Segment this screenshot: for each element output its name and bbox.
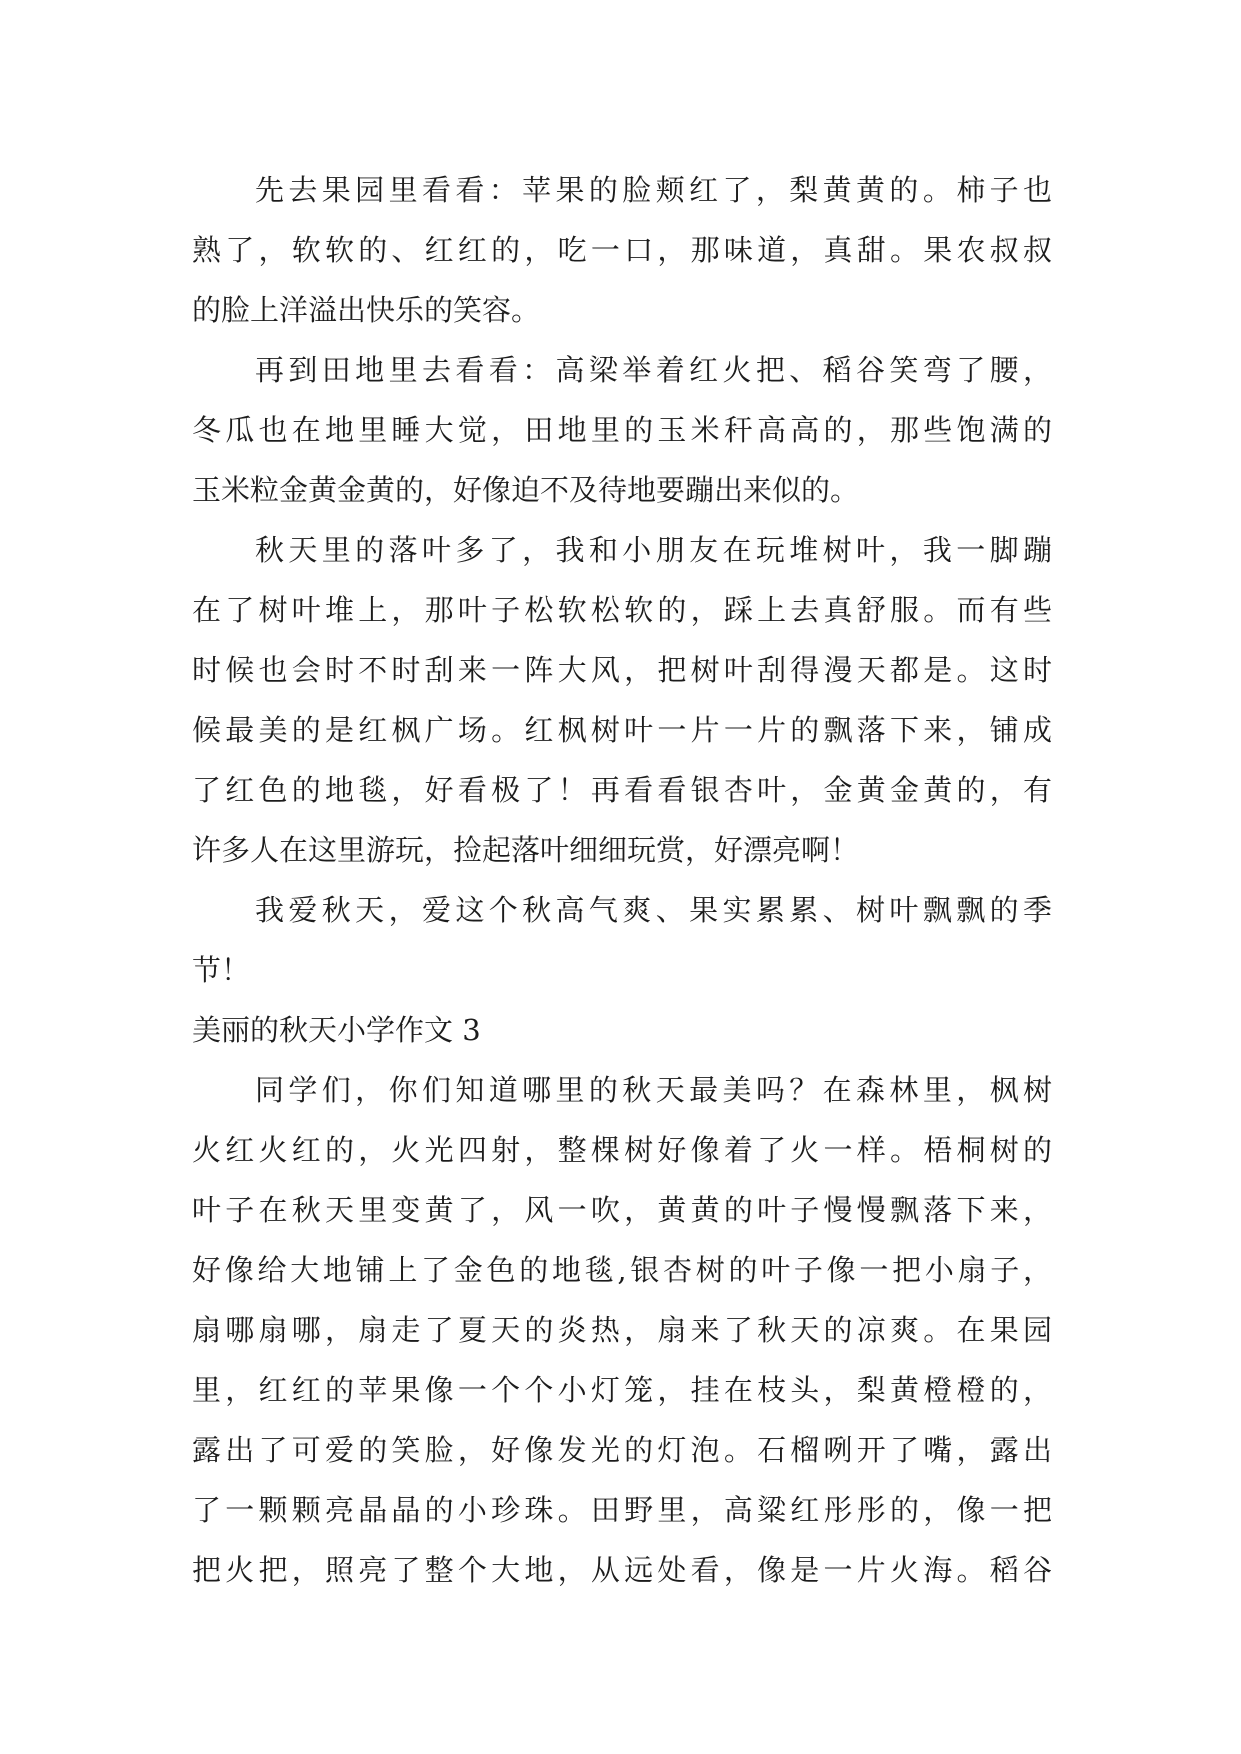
paragraph	[192, 340, 1052, 520]
paragraph-line: 叶子在秋天里变黄了，风一吹，黄黄的叶子慢慢飘落下来，	[192, 1193, 1052, 1227]
paragraph-line: 了一颗颗亮晶晶的小珍珠。田野里，高粱红彤彤的，像一把	[192, 1493, 1052, 1527]
paragraph-line: 把火把，照亮了整个大地，从远处看，像是一片火海。稻谷	[192, 1553, 1052, 1587]
paragraph-line: 许多人在这里游玩，捡起落叶细细玩赏，好漂亮啊！	[192, 833, 860, 867]
paragraph-line: 露出了可爱的笑脸，好像发光的灯泡。石榴咧开了嘴，露出	[192, 1433, 1052, 1467]
paragraph-line: 秋天里的落叶多了，我和小朋友在玩堆树叶，我一脚蹦	[255, 533, 1052, 567]
paragraph-line: 节！	[192, 953, 251, 987]
paragraph-line: 火红火红的，火光四射，整棵树好像着了火一样。梧桐树的	[192, 1133, 1052, 1167]
paragraph-line: 我爱秋天，爱这个秋高气爽、果实累累、树叶飘飘的季	[255, 893, 1052, 927]
paragraph-line: 先去果园里看看：苹果的脸颊红了，梨黄黄的。柿子也	[255, 173, 1052, 207]
document-body	[192, 160, 1052, 1600]
paragraph-line: 熟了，软软的、红红的，吃一口，那味道，真甜。果农叔叔	[192, 233, 1052, 267]
paragraph-line: 冬瓜也在地里睡大觉，田地里的玉米秆高高的，那些饱满的	[192, 413, 1052, 447]
paragraph-line: 时候也会时不时刮来一阵大风，把树叶刮得漫天都是。这时	[192, 653, 1052, 687]
paragraph-line: 扇哪扇哪，扇走了夏天的炎热，扇来了秋天的凉爽。在果园	[192, 1313, 1052, 1347]
paragraph-line: 好像给大地铺上了金色的地毯,银杏树的叶子像一把小扇子，	[192, 1253, 1052, 1287]
paragraph-line: 候最美的是红枫广场。红枫树叶一片一片的飘落下来，铺成	[192, 713, 1052, 747]
paragraph	[192, 1060, 1052, 1600]
paragraph-line: 里，红红的苹果像一个个小灯笼，挂在枝头，梨黄橙橙的，	[192, 1373, 1052, 1407]
paragraph-line: 玉米粒金黄金黄的，好像迫不及待地要蹦出来似的。	[192, 473, 860, 507]
paragraph-line: 在了树叶堆上，那叶子松软松软的，踩上去真舒服。而有些	[192, 593, 1052, 627]
section-heading: 美丽的秋天小学作文 3	[192, 1013, 481, 1047]
paragraph	[192, 880, 1052, 1000]
paragraph-line: 同学们，你们知道哪里的秋天最美吗？在森林里，枫树	[255, 1073, 1052, 1107]
paragraph-line: 再到田地里去看看：高梁举着红火把、稻谷笑弯了腰，	[255, 353, 1052, 387]
paragraph	[192, 520, 1052, 880]
paragraph	[192, 160, 1052, 340]
paragraph-line: 的脸上洋溢出快乐的笑容。	[192, 293, 541, 327]
paragraph-line: 了红色的地毯，好看极了！再看看银杏叶，金黄金黄的，有	[192, 773, 1052, 807]
